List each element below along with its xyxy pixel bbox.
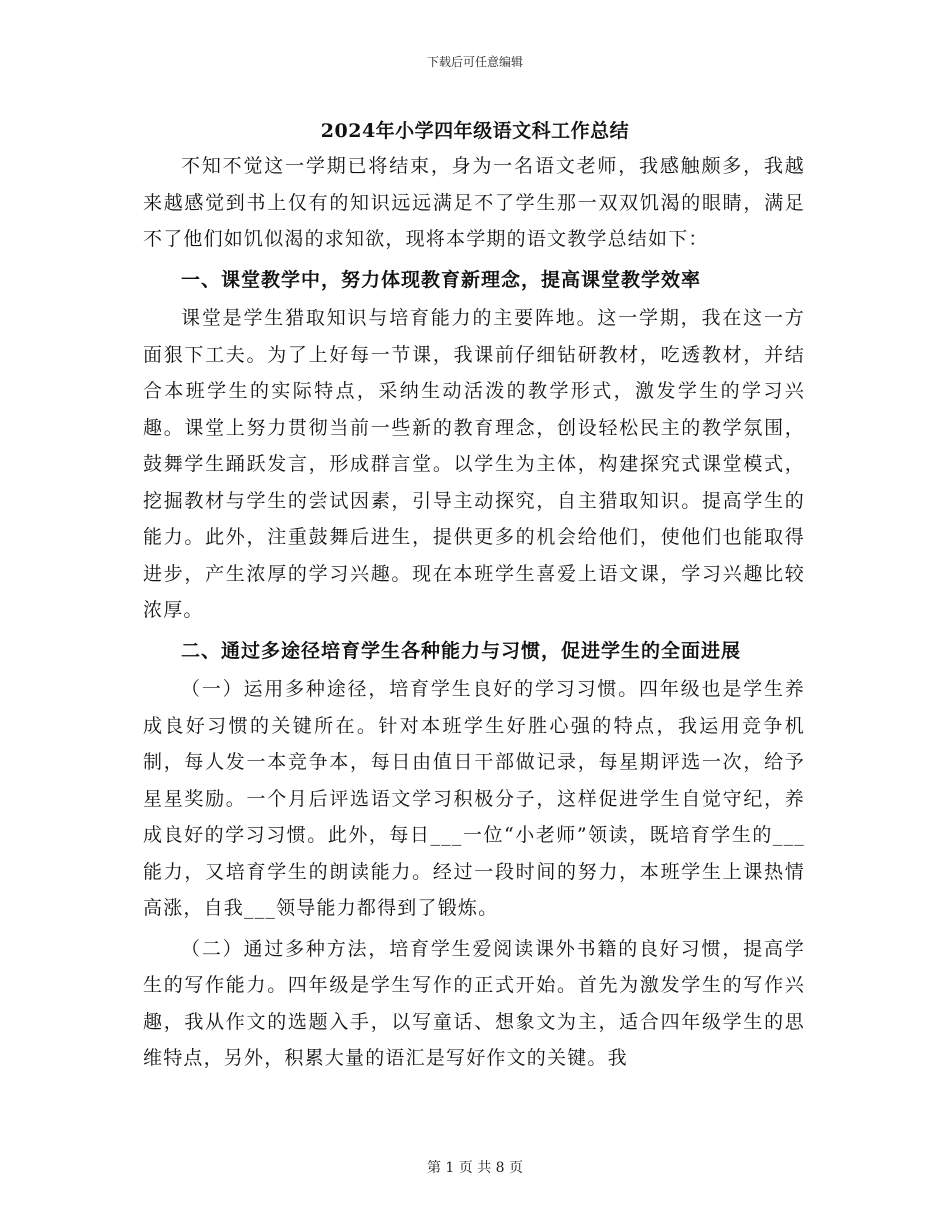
section-1-heading: 一、课堂教学中，努力体现教育新理念，提高课堂教学效率 [181,268,702,291]
section-2-paragraph-1: （一）运用多种途径，培育学生良好的学习习惯。四年级也是学生养成良好习惯的关键所在。针对本班学生好胜心强的特点，我运用竞争机制，每人发一本竞争本，每日由值日干部做记录，每星期评选一次，给予星星奖励。一个月后评选语文学习积极分子，这样促进学生自觉守纪，养成良好的学习习惯。此外，每日___一位“小老师”领读，既培育学生的___能力，又培育学生的朗读能力。经过一段时间的努力，本班学生上课热情高涨，自我___领导能力都得到了锻炼。 [143,678,805,919]
intro-paragraph: 不知不觉这一学期已将结束，身为一名语文老师，我感触颇多，我越来越感觉到书上仅有的知识远远满足不了学生那一双双饥渴的眼睛，满足不了他们如饥似渴的求知欲，现将本学期的语文教学总结如下： [143,155,805,250]
page-number: 第 1 页 共 8 页 [426,1160,524,1176]
section-2-heading: 二、通过多途径培育学生各种能力与习惯，促进学生的全面进展 [181,639,742,662]
document-title: 2024年小学四年级语文科工作总结 [320,120,630,142]
document-body [143,148,805,1077]
section-1-paragraph: 课堂是学生猎取知识与培育能力的主要阵地。这一学期，我在这一方面狠下工夫。为了上好每一节课，我课前仔细钻研教材，吃透教材，并结合本班学生的实际特点，采纳生动活泼的教学形式，激发学生的学习兴趣。课堂上努力贯彻当前一些新的教育理念，创设轻松民主的教学氛围，鼓舞学生踊跃发言，形成群言堂。以学生为主体，构建探究式课堂模式，挖掘教材与学生的尝试因素，引导主动探究，自主猎取知识。提高学生的能力。此外，注重鼓舞后进生，提供更多的机会给他们，使他们也能取得进步，产生浓厚的学习兴趣。现在本班学生喜爱上语文课，学习兴趣比较浓厚。 [143,307,805,621]
section-2-paragraph-2: （二）通过多种方法，培育学生爱阅读课外书籍的良好习惯，提高学生的写作能力。四年级是学生写作的正式开始。首先为激发学生的写作兴趣，我从作文的选题入手，以写童话、想象文为主，适合四年级学生的思维特点，另外，积累大量的语汇是写好作文的关键。我 [143,937,805,1069]
page-header-note: 下载后可任意编辑 [426,55,523,69]
